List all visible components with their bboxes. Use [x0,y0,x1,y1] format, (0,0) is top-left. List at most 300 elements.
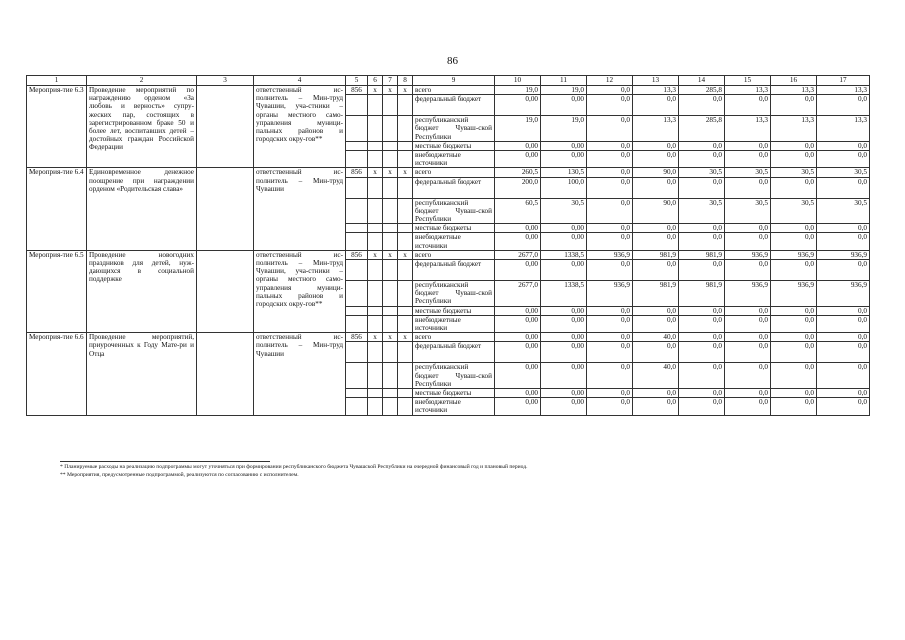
budget-code-empty [346,398,368,415]
amount-cell: 30,5 [817,168,870,177]
target-code: х [383,168,398,177]
amount-cell: 0,0 [633,342,679,363]
amount-cell: 0,0 [817,177,870,198]
amount-cell: 0,0 [679,315,725,332]
amount-cell: 13,3 [817,86,870,95]
amount-cell: 0,0 [587,233,633,250]
amount-cell: 19,0 [541,116,587,142]
amount-cell: 0,00 [495,306,541,315]
amount-cell: 0,00 [541,342,587,363]
budget-code-empty [346,363,368,389]
amount-cell: 0,0 [771,306,817,315]
funding-source: всего [413,168,495,177]
column-number-row [27,76,870,86]
expense-code: х [398,86,413,95]
target-code-empty [383,389,398,398]
section-code: х [368,333,383,342]
amount-cell: 0,0 [679,224,725,233]
empty-cell [197,250,254,332]
amount-cell: 0,0 [587,116,633,142]
expense-code: х [398,333,413,342]
amount-cell: 936,9 [587,281,633,307]
expense-code-empty [398,224,413,233]
expense-code-empty [398,198,413,224]
target-code: х [383,86,398,95]
amount-cell: 0,0 [587,306,633,315]
amount-cell: 0,00 [495,315,541,332]
activity-row [27,168,870,177]
amount-cell: 0,0 [679,151,725,168]
amount-cell: 130,5 [541,168,587,177]
activity-name: Проведение новогодних праздников для детей, нуж-дающихся в социальной поддержке [87,250,197,332]
budget-code-empty [346,198,368,224]
funding-source: федеральный бюджет [413,260,495,281]
funding-source: внебюджетные источники [413,151,495,168]
amount-cell: 0,00 [495,398,541,415]
funding-source: внебюджетные источники [413,398,495,415]
expense-code-empty [398,233,413,250]
amount-cell: 60,5 [495,198,541,224]
section-code-empty [368,260,383,281]
amount-cell: 0,0 [587,168,633,177]
amount-cell: 30,5 [679,168,725,177]
section-code-empty [368,233,383,250]
amount-cell: 0,0 [725,177,771,198]
empty-cell [197,333,254,415]
amount-cell: 0,0 [817,342,870,363]
column-number: 11 [541,76,587,86]
budget-code-empty [346,233,368,250]
amount-cell: 0,00 [541,95,587,116]
funding-source: местные бюджеты [413,389,495,398]
funding-source: местные бюджеты [413,306,495,315]
amount-cell: 0,0 [587,95,633,116]
expense-code-empty [398,363,413,389]
section-code-empty [368,389,383,398]
budget-code: 856 [346,333,368,342]
amount-cell: 0,0 [633,398,679,415]
amount-cell: 0,00 [541,260,587,281]
budget-code-empty [346,260,368,281]
column-number: 16 [771,76,817,86]
amount-cell: 13,3 [817,116,870,142]
section-code-empty [368,342,383,363]
amount-cell: 13,3 [771,86,817,95]
amount-cell: 0,00 [541,315,587,332]
amount-cell: 0,00 [541,363,587,389]
column-number: 9 [413,76,495,86]
target-code-empty [383,398,398,415]
amount-cell: 0,00 [541,333,587,342]
amount-cell: 0,0 [725,342,771,363]
amount-cell: 0,0 [633,177,679,198]
expense-code-empty [398,177,413,198]
column-number: 7 [383,76,398,86]
table-body [27,86,870,416]
activity-name: Проведение мероприятий, приуроченных к Году Мате-ри и Отца [87,333,197,415]
funding-source: республиканский бюджет Чуваш-ской Республики [413,281,495,307]
amount-cell: 0,00 [541,389,587,398]
amount-cell: 2677,0 [495,250,541,259]
budget-code-empty [346,342,368,363]
amount-cell: 936,9 [587,250,633,259]
amount-cell: 0,0 [725,363,771,389]
amount-cell: 0,0 [587,198,633,224]
amount-cell: 0,0 [817,95,870,116]
amount-cell: 0,0 [633,315,679,332]
amount-cell: 0,00 [495,141,541,150]
amount-cell: 0,00 [495,224,541,233]
amount-cell: 30,5 [771,198,817,224]
section-code-empty [368,224,383,233]
amount-cell: 0,0 [725,306,771,315]
amount-cell: 0,0 [725,95,771,116]
amount-cell: 13,3 [725,116,771,142]
amount-cell: 0,0 [771,389,817,398]
amount-cell: 0,0 [679,177,725,198]
amount-cell: 981,9 [633,281,679,307]
amount-cell: 0,00 [495,260,541,281]
amount-cell: 0,0 [587,224,633,233]
amount-cell: 0,0 [679,306,725,315]
column-number: 2 [87,76,197,86]
amount-cell: 90,0 [633,168,679,177]
expense-code-empty [398,95,413,116]
expense-code-empty [398,306,413,315]
section-code-empty [368,177,383,198]
target-code-empty [383,177,398,198]
funding-source: местные бюджеты [413,224,495,233]
amount-cell: 0,0 [771,315,817,332]
section-code-empty [368,95,383,116]
section-code: х [368,86,383,95]
amount-cell: 936,9 [771,250,817,259]
expense-code-empty [398,151,413,168]
target-code-empty [383,95,398,116]
amount-cell: 0,0 [633,306,679,315]
budget-code-empty [346,315,368,332]
amount-cell: 13,3 [771,116,817,142]
amount-cell: 0,0 [587,260,633,281]
amount-cell: 0,00 [495,342,541,363]
amount-cell: 0,00 [541,306,587,315]
amount-cell: 0,0 [587,363,633,389]
amount-cell: 0,0 [679,95,725,116]
activity-code: Мероприя-тие 6.3 [27,86,87,168]
budget-code-empty [346,281,368,307]
executor: ответственный ис-полнитель – Мин-труд Чувашии [254,333,346,415]
activity-row [27,86,870,95]
target-code-empty [383,116,398,142]
funding-source: всего [413,86,495,95]
section-code-empty [368,151,383,168]
amount-cell: 0,0 [771,95,817,116]
executor: ответственный ис-полнитель – Мин-труд Чувашии, уча-стники – органы местного само-управления муници-пальных районов и городских окру-гов** [254,86,346,168]
amount-cell: 0,0 [771,260,817,281]
target-code-empty [383,342,398,363]
section-code-empty [368,363,383,389]
amount-cell: 1338,5 [541,281,587,307]
amount-cell: 30,5 [541,198,587,224]
amount-cell: 0,00 [495,363,541,389]
expense-code-empty [398,141,413,150]
amount-cell: 0,0 [771,233,817,250]
amount-cell: 19,0 [495,116,541,142]
amount-cell: 200,0 [495,177,541,198]
budget-code: 856 [346,250,368,259]
target-code-empty [383,141,398,150]
amount-cell: 285,8 [679,116,725,142]
amount-cell: 13,3 [633,116,679,142]
amount-cell: 19,0 [495,86,541,95]
budget-code-empty [346,177,368,198]
amount-cell: 13,3 [725,86,771,95]
page-number: 86 [447,55,458,67]
amount-cell: 0,0 [679,398,725,415]
column-number: 3 [197,76,254,86]
amount-cell: 981,9 [679,281,725,307]
amount-cell: 0,0 [771,333,817,342]
target-code-empty [383,233,398,250]
amount-cell: 0,0 [817,389,870,398]
funding-source: федеральный бюджет [413,342,495,363]
amount-cell: 0,0 [771,177,817,198]
amount-cell: 0,00 [541,233,587,250]
expense-code-empty [398,389,413,398]
amount-cell: 0,0 [725,224,771,233]
amount-cell: 0,0 [771,151,817,168]
amount-cell: 0,0 [725,260,771,281]
target-code-empty [383,315,398,332]
footnotes [60,463,860,479]
section-code-empty [368,306,383,315]
amount-cell: 0,0 [633,224,679,233]
activity-code: Мероприя-тие 6.4 [27,168,87,250]
amount-cell: 285,8 [679,86,725,95]
amount-cell: 0,0 [679,333,725,342]
amount-cell: 0,0 [587,398,633,415]
empty-cell [197,168,254,250]
amount-cell: 0,00 [495,151,541,168]
funding-source: федеральный бюджет [413,95,495,116]
section-code: х [368,168,383,177]
amount-cell: 0,0 [679,342,725,363]
column-number: 17 [817,76,870,86]
amount-cell: 40,0 [633,363,679,389]
amount-cell: 0,00 [495,333,541,342]
amount-cell: 936,9 [817,250,870,259]
expense-code-empty [398,116,413,142]
section-code-empty [368,281,383,307]
column-number: 13 [633,76,679,86]
amount-cell: 981,9 [679,250,725,259]
amount-cell: 936,9 [771,281,817,307]
target-code-empty [383,306,398,315]
section-code-empty [368,198,383,224]
column-number: 6 [368,76,383,86]
target-code: х [383,250,398,259]
column-number: 14 [679,76,725,86]
amount-cell: 0,0 [771,342,817,363]
target-code-empty [383,260,398,281]
budget-code-empty [346,151,368,168]
amount-cell: 0,0 [633,233,679,250]
activity-code: Мероприя-тие 6.6 [27,333,87,415]
amount-cell: 0,0 [817,398,870,415]
column-number: 12 [587,76,633,86]
footnote-2: ** Мероприятия, предусмотренные подпрограммой, реализуются по согласованию с исполнителем. [60,472,299,478]
amount-cell: 0,00 [495,389,541,398]
budget-code: 856 [346,168,368,177]
amount-cell: 0,00 [541,141,587,150]
funding-source: всего [413,250,495,259]
program-table [26,75,870,416]
amount-cell: 2677,0 [495,281,541,307]
expense-code: х [398,250,413,259]
amount-cell: 0,0 [587,141,633,150]
amount-cell: 0,0 [817,306,870,315]
column-number: 4 [254,76,346,86]
column-number: 5 [346,76,368,86]
amount-cell: 0,0 [771,224,817,233]
amount-cell: 0,0 [725,389,771,398]
funding-source: федеральный бюджет [413,177,495,198]
activity-code: Мероприя-тие 6.5 [27,250,87,332]
target-code-empty [383,224,398,233]
column-number: 8 [398,76,413,86]
amount-cell: 0,0 [633,389,679,398]
amount-cell: 0,00 [541,151,587,168]
amount-cell: 981,9 [633,250,679,259]
funding-source: внебюджетные источники [413,233,495,250]
section-code-empty [368,141,383,150]
amount-cell: 0,0 [587,151,633,168]
funding-source: внебюджетные источники [413,315,495,332]
amount-cell: 30,5 [817,198,870,224]
expense-code-empty [398,315,413,332]
column-number: 1 [27,76,87,86]
amount-cell: 0,0 [725,141,771,150]
activity-name: Единовременное денежное поощрение при награждении орденом «Родительская слава» [87,168,197,250]
budget-code-empty [346,224,368,233]
funding-source: республиканский бюджет Чуваш-ской Республики [413,116,495,142]
amount-cell: 40,0 [633,333,679,342]
amount-cell: 0,00 [541,224,587,233]
amount-cell: 0,0 [725,315,771,332]
amount-cell: 0,0 [633,151,679,168]
budget-code-empty [346,116,368,142]
target-code-empty [383,281,398,307]
amount-cell: 0,0 [679,260,725,281]
amount-cell: 0,0 [679,389,725,398]
amount-cell: 0,0 [725,398,771,415]
amount-cell: 0,0 [725,333,771,342]
executor: ответственный ис-полнитель – Мин-труд Чувашии, уча-стники – органы местного само-управления муници-пальных районов и городских окру-гов** [254,250,346,332]
amount-cell: 0,0 [817,151,870,168]
amount-cell: 30,5 [679,198,725,224]
budget-code-empty [346,95,368,116]
empty-cell [197,86,254,168]
target-code-empty [383,198,398,224]
amount-cell: 0,00 [541,398,587,415]
amount-cell: 936,9 [725,250,771,259]
expense-code-empty [398,398,413,415]
target-code-empty [383,151,398,168]
amount-cell: 90,0 [633,198,679,224]
budget-code: 856 [346,86,368,95]
amount-cell: 0,0 [771,363,817,389]
funding-source: всего [413,333,495,342]
footnote-divider [60,461,270,462]
section-code-empty [368,116,383,142]
amount-cell: 0,0 [817,363,870,389]
amount-cell: 1338,5 [541,250,587,259]
executor: ответственный ис-полнитель – Мин-труд Чувашии [254,168,346,250]
amount-cell: 0,0 [725,233,771,250]
amount-cell: 0,0 [771,398,817,415]
amount-cell: 0,0 [633,141,679,150]
amount-cell: 0,0 [587,315,633,332]
amount-cell: 0,00 [495,233,541,250]
amount-cell: 0,0 [679,363,725,389]
section-code-empty [368,315,383,332]
amount-cell: 0,0 [633,260,679,281]
amount-cell: 0,0 [817,333,870,342]
amount-cell: 0,0 [587,389,633,398]
expense-code: х [398,168,413,177]
amount-cell: 30,5 [725,168,771,177]
amount-cell: 936,9 [725,281,771,307]
budget-code-empty [346,141,368,150]
amount-cell: 260,5 [495,168,541,177]
column-number: 15 [725,76,771,86]
amount-cell: 0,0 [633,95,679,116]
amount-cell: 0,0 [587,86,633,95]
funding-source: местные бюджеты [413,141,495,150]
budget-code-empty [346,306,368,315]
budget-code-empty [346,389,368,398]
expense-code-empty [398,342,413,363]
amount-cell: 0,0 [679,141,725,150]
activity-name: Проведение мероприятий по награждению орденом «За любовь и верность» супру-жеских пар, состоящих в зарегистрированном браке 50 и более лет, воспитавших детей – достойных граждан Российской Федерации [87,86,197,168]
amount-cell: 30,5 [725,198,771,224]
amount-cell: 0,0 [587,177,633,198]
amount-cell: 0,0 [725,151,771,168]
funding-source: республиканский бюджет Чуваш-ской Республики [413,363,495,389]
amount-cell: 0,0 [679,233,725,250]
funding-source: республиканский бюджет Чуваш-ской Республики [413,198,495,224]
amount-cell: 30,5 [771,168,817,177]
target-code-empty [383,363,398,389]
amount-cell: 0,0 [817,233,870,250]
amount-cell: 0,0 [817,315,870,332]
footnote-1: * Планируемые расходы на реализацию подпрограммы могут уточняться при формировании республиканского бюджета Чувашской Республики на очередной финансовый год и плановый период. [60,464,528,470]
expense-code-empty [398,281,413,307]
amount-cell: 0,0 [817,224,870,233]
section-code-empty [368,398,383,415]
activity-row [27,250,870,259]
amount-cell: 0,0 [817,260,870,281]
amount-cell: 0,0 [587,342,633,363]
target-code: х [383,333,398,342]
amount-cell: 19,0 [541,86,587,95]
amount-cell: 0,0 [771,141,817,150]
amount-cell: 0,0 [587,333,633,342]
amount-cell: 0,00 [495,95,541,116]
activity-row [27,333,870,342]
amount-cell: 100,0 [541,177,587,198]
section-code: х [368,250,383,259]
